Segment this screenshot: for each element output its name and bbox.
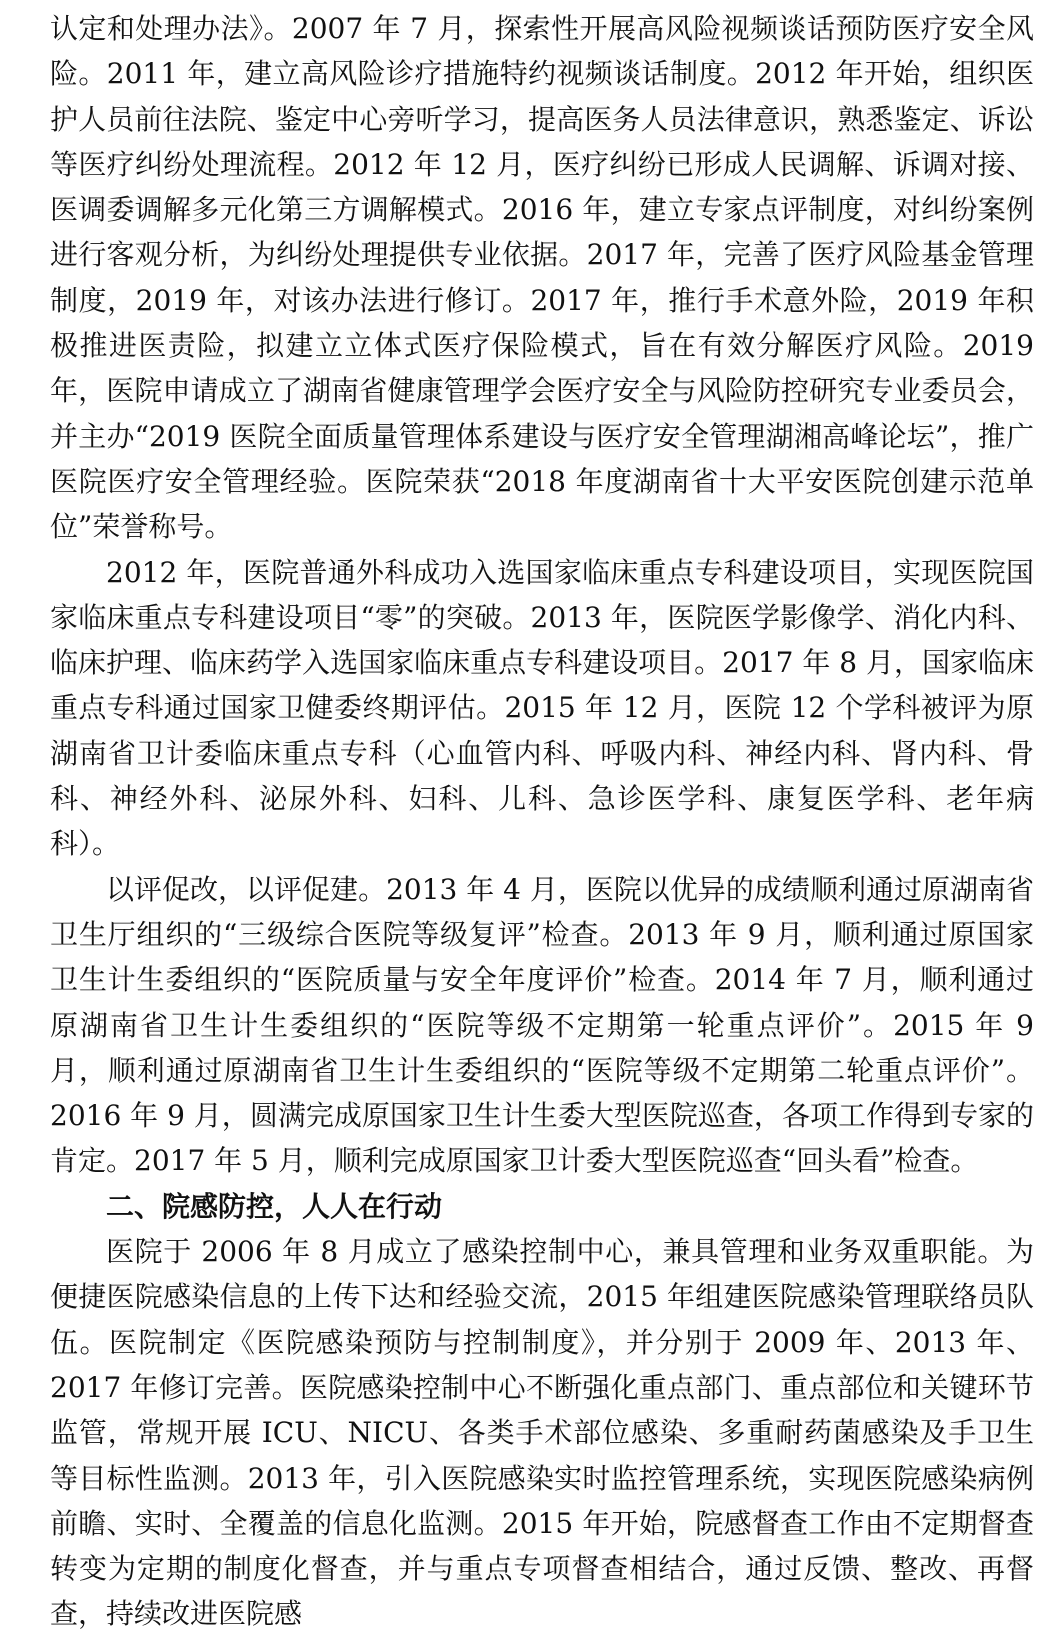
section-heading: 二、院感防控，人人在行动 — [106, 1189, 443, 1223]
paragraph-infection-control: 医院于 2006 年 8 月成立了感染控制中心，兼具管理和业务双重职能。为便捷医院感染信息的上传下达和经验交流，2015 年组建医院感染管理联络员队伍。医院制定《医院感染预防与控制制度》，并分别于 2009 年、2013 年、2017 年修订完善。医院感染控制中心不断强化重点部门、重点部位和关键环节监管，常规开展 ICU、NICU、各类手术部位感染、多重耐药菌感染及手卫生等目标性监测。2013 年，引入医院感染实时监控管理系统，实现医院感染病例前瞻、实时、全覆盖的信息化监测。2015 年开始，院感督查工作由不定期督查转变为定期的制度化督查，并与重点专项督查相结合，通过反馈、整改、再督查，持续改进医院感 — [50, 1235, 1034, 1631]
paragraph-key-specialties: 2012 年，医院普通外科成功入选国家临床重点专科建设项目，实现医院国家临床重点专科建设项目“零”的突破。2013 年，医院医学影像学、消化内科、临床护理、临床药学入选国家临床重点专科建设项目。2017 年 8 月，国家临床重点专科通过国家卫健委终期评估。2015 年 12 月，医院 12 个学科被评为原湖南省卫计委临床重点专科（心血管内科、呼吸内科、神经内科、肾内科、骨科、神经外科、泌尿外科、妇科、儿科、急诊医学科、康复医学科、老年病科）。 — [50, 555, 1034, 861]
document-page — [50, 6, 1034, 1637]
paragraph-evaluations: 以评促改，以评促建。2013 年 4 月，医院以优异的成绩顺利通过原湖南省卫生厅组织的“三级综合医院等级复评”检查。2013 年 9 月，顺利通过原国家卫生计生委组织的“医院质量与安全年度评价”检查。2014 年 7 月，顺利通过原湖南省卫生计生委组织的“医院等级不定期第一轮重点评价”。2015 年 9 月，顺利通过原湖南省卫生计生委组织的“医院等级不定期第二轮重点评价”。2016 年 9 月，圆满完成原国家卫生计生委大型医院巡查，各项工作得到专家的肯定。2017 年 5 月，顺利完成原国家卫计委大型医院巡查“回头看”检查。 — [50, 872, 1034, 1178]
paragraph-medical-safety-continued: 认定和处理办法》。2007 年 7 月，探索性开展高风险视频谈话预防医疗安全风险。2011 年，建立高风险诊疗措施特约视频谈话制度。2012 年开始，组织医护人员前往法院、鉴定中心旁听学习，提高医务人员法律意识，熟悉鉴定、诉讼等医疗纠纷处理流程。2012 年 12 月，医疗纠纷已形成人民调解、诉调对接、医调委调解多元化第三方调解模式。2016 年，建立专家点评制度，对纠纷案例进行客观分析，为纠纷处理提供专业依据。2017 年，完善了医疗风险基金管理制度，2019 年，对该办法进行修订。2017 年，推行手术意外险，2019 年积极推进医责险，拟建立立体式医疗保险模式，旨在有效分解医疗风险。2019 年，医院申请成立了湖南省健康管理学会医疗安全与风险防控研究专业委员会，并主办“2019 医院全面质量管理体系建设与医疗安全管理湖湘高峰论坛”，推广医院医疗安全管理经验。医院荣获“2018 年度湖南省十大平安医院创建示范单位”荣誉称号。 — [50, 12, 1034, 544]
